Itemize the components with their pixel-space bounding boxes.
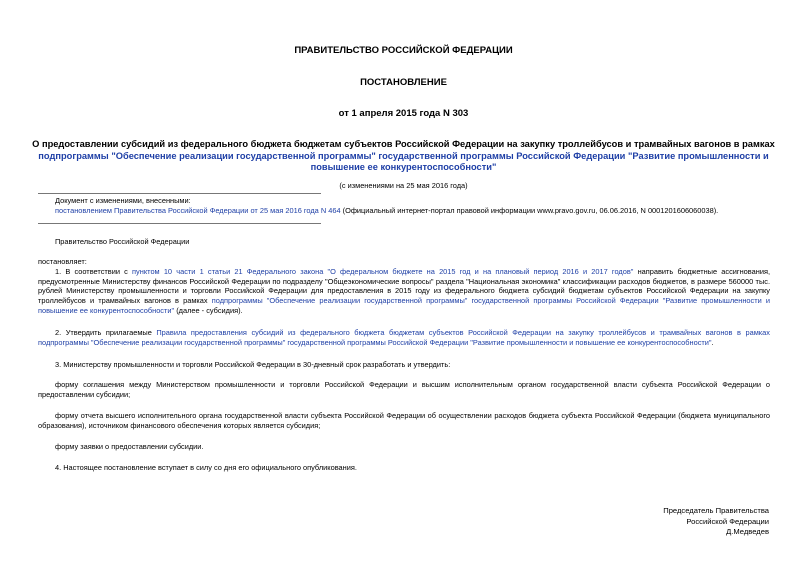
paragraph-3: 3. Министерству промышленности и торговли Российской Федерации в 30-дневный срок разработать и утвердить: (55, 360, 451, 369)
p1-text-c: (далее - субсидия). (174, 305, 243, 315)
p1-text-a: 1. В соответствии с (55, 267, 133, 276)
government-title: ПРАВИТЕЛЬСТВО РОССИЙСКОЙ ФЕДЕРАЦИИ (294, 45, 513, 56)
resolves-text: постановляет: (38, 257, 87, 266)
p2-text-b: . (711, 337, 714, 347)
paragraph-4: 4. Настоящее постановление вступает в силу со дня его официального опубликования. (55, 463, 357, 472)
subprogram-link[interactable]: подпрограммы "Обеспечение реализации государственной программы" государственной программы Российской Федерации "Развитие промышленности и повышение ее конкурентоспособности" (38, 295, 770, 315)
document-type: ПОСТАНОВЛЕНИЕ (360, 77, 447, 88)
edition-note: (с изменениями на 25 мая 2016 года) (339, 181, 468, 190)
document-subject (30, 139, 777, 174)
federal-law-link[interactable]: пунктом 10 части 1 статьи 21 Федерального закона "О федеральном бюджете на 2015 год и на плановый период 2016 и 2017 годов" (132, 267, 634, 276)
paragraph-3c: форму заявки о предоставлении субсидии. (55, 442, 204, 451)
subject-text: О предоставлении субсидий из федерального бюджета бюджетам субъектов Российской Федерации на закупку троллейбусов и трамвайных вагонов в рамках (32, 139, 775, 149)
paragraph-3b: форму отчета высшего исполнительного органа государственной власти субъекта Российской Федерации об осуществлении расходов бюджета субъекта Российской Федерации (бюджета муниципального образования), источником финансового обеспечения которых является субсидия; (38, 411, 770, 430)
rules-link[interactable]: Правила предоставления субсидий из федерального бюджета бюджетам субъектов Российской Федерации на закупку троллейбусов и трамвайных вагонов в рамках подпрограммы "Обеспечение реализации государственной программы" государственной программы Российской Федерации "Развитие промышленности и повышение ее конкурентоспособности" (38, 328, 770, 347)
bottom-divider (38, 223, 321, 224)
p2-text-a: 2. Утвердить прилагаемые (55, 328, 157, 337)
paragraph-3a: форму соглашения между Министерством промышленности и торговли Российской Федерации и высшим исполнительным органом государственной власти субъекта Российской Федерации о предоставлении субсидии; (38, 380, 770, 399)
document-date-number: от 1 апреля 2015 года N 303 (338, 108, 469, 119)
signature-org: Российской Федерации (686, 516, 769, 526)
signature-name: Д.Медведев (726, 527, 769, 537)
government-text: Правительство Российской Федерации (55, 237, 190, 246)
doc-changes-label: Документ с изменениями, внесенными: (55, 196, 191, 205)
doc-changes-line (55, 206, 795, 216)
amendment-source: (Официальный интернет-портал правовой информации www.pravo.gov.ru, 06.06.2016, N 0001201606060038). (340, 205, 719, 215)
p1-text-b: направить бюджетные ассигнования, предусмотренные Министерству финансов Российской Федерации по подразделу "Общеэкономические вопросы" раздела "Национальная экономика" классификации расходов бюджетов, в размере 560000 тыс. рублей Министерству промышленности и торговли Российской Федерации для предоставления в 2015 году из федерального бюджета субсидий бюджетам субъектов Российской Федерации на закупку троллейбусов и трамвайных вагонов в рамках (38, 267, 771, 305)
signature-position: Председатель Правительства (663, 506, 769, 515)
top-divider (38, 193, 321, 194)
subject-program-link[interactable]: подпрограммы "Обеспечение реализации государственной программы" государственной программы Российской Федерации "Развитие промышленности и повышение ее конкурентоспособности" (38, 150, 769, 173)
paragraph-1 (38, 267, 770, 315)
paragraph-2 (38, 328, 770, 347)
signature-block (663, 506, 769, 538)
amendment-link[interactable]: постановлением Правительства Российской Федерации от 25 мая 2016 года N 464 (55, 205, 341, 215)
doc-changes-block (55, 196, 795, 215)
